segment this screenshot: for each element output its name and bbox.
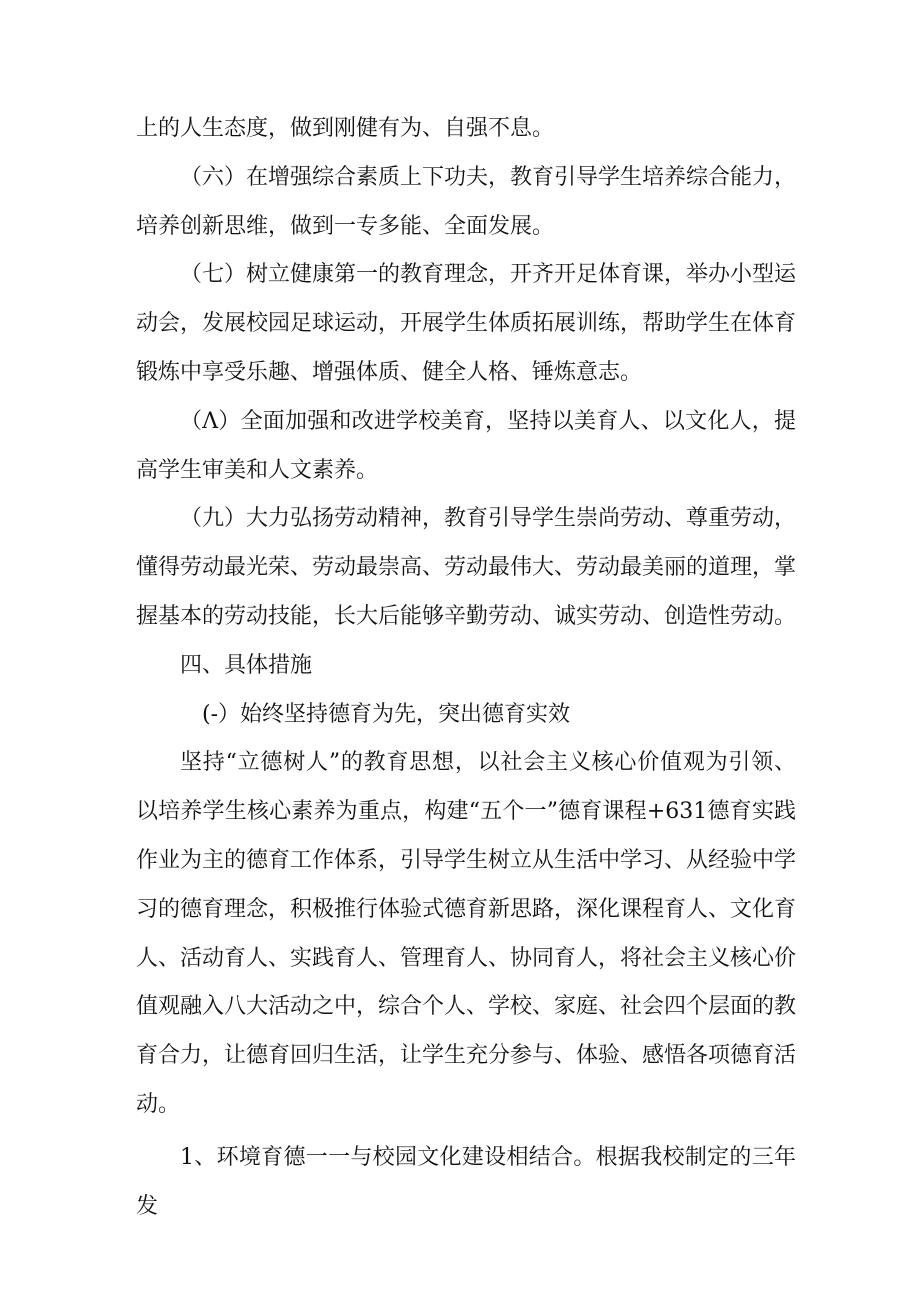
paragraph-nine: （九）大力弘扬劳动精神，教育引导学生崇尚劳动、尊重劳动，懂得劳动最光荣、劳动最崇高、劳动最伟大、劳动最美丽的道理，掌握基本的劳动技能，长大后能够辛勤劳动、诚实劳动、创造性劳动。	[136, 506, 797, 629]
paragraph-seven: （七）树立健康第一的教育理念，开齐开足体育课，举办小型运动会，发展校园足球运动，开展学生体质拓展训练，帮助学生在体育锻炼中享受乐趣、增强体质、健全人格、锤炼意志。	[136, 262, 797, 385]
section-heading-measures: 四、具体措施	[180, 652, 313, 678]
paragraph-eight: （Λ）全面加强和改进学校美育，坚持以美育人、以文化人，提高学生审美和人文素养。	[136, 408, 796, 483]
document-body	[136, 105, 796, 1231]
paragraph-continuation: 上的人生态度，做到刚健有为、自强不息。	[136, 116, 555, 141]
subsection-heading-moral-education: (-）始终坚持德育为先，突出德育实效	[202, 701, 571, 727]
paragraph-six: （六）在增强综合素质上下功夫，教育引导学生培养综合能力，培养创新思维，做到一专多能、全面发展。	[136, 164, 797, 239]
paragraph-environment: 1、环境育德一一与校园文化建设相结合。根据我校制定的三年发	[136, 1144, 796, 1219]
paragraph-moral-education: 坚持“立德树人”的教育思想，以社会主义核心价值观为引领、以培养学生核心素养为重点，构建“五个一”德育课程+631德育实践作业为主的德育工作体系，引导学生树立从生活中学习、从经验中学习的德育理念，积极推行体验式德育新思路，深化课程育人、文化育人、活动育人、实践育人、管理育人、协同育人，将社会主义核心价值观融入八大活动之中，综合个人、学校、家庭、社会四个层面的教育合力，让德育回归生活，让学生充分参与、体验、感悟各项德育活动。	[136, 750, 797, 1117]
